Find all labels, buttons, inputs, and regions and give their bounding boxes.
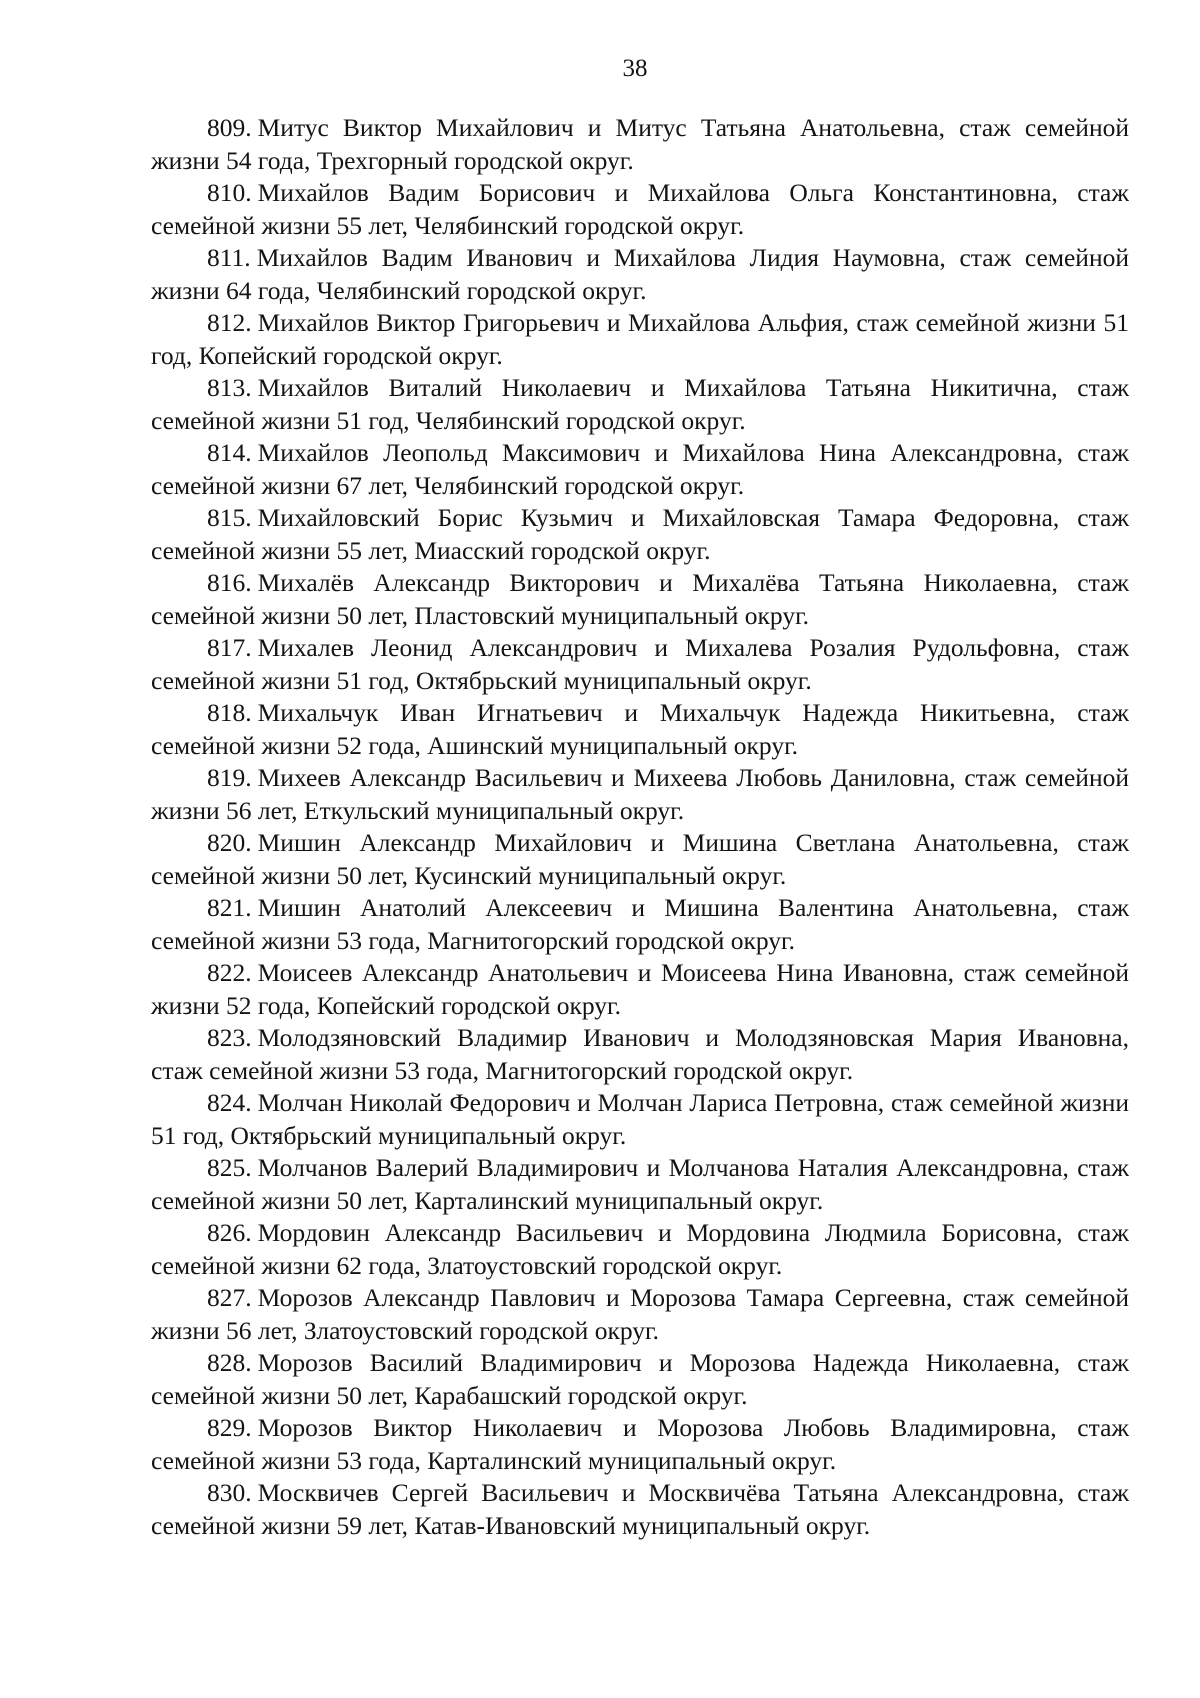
entry-text: Морозов Виктор Николаевич и Морозова Любовь Владимировна, стаж семейной жизни 53 года, Карталинский муниципальный округ. bbox=[151, 1413, 1129, 1475]
list-item bbox=[151, 1087, 1129, 1152]
entry-number: 815. bbox=[207, 503, 252, 532]
entry-text: Михайловский Борис Кузьмич и Михайловская Тамара Федоровна, стаж семейной жизни 55 лет, Миасский городской округ. bbox=[151, 503, 1129, 565]
entry-number: 828. bbox=[207, 1348, 252, 1377]
list-item bbox=[151, 1152, 1129, 1217]
list-item bbox=[151, 567, 1129, 632]
entry-text: Молодзяновский Владимир Иванович и Молодзяновская Мария Ивановна, стаж семейной жизни 53 года, Магнитогорский городской округ. bbox=[151, 1023, 1129, 1085]
entry-number: 809. bbox=[207, 113, 252, 142]
list-item bbox=[151, 372, 1129, 437]
entry-text: Моисеев Александр Анатольевич и Моисеева Нина Ивановна, стаж семейной жизни 52 года, Копейский городской округ. bbox=[151, 958, 1129, 1020]
list-item bbox=[151, 1347, 1129, 1412]
page-number: 38 bbox=[622, 55, 648, 82]
entry-number: 823. bbox=[207, 1023, 252, 1052]
list-item bbox=[151, 502, 1129, 567]
entry-number: 829. bbox=[207, 1413, 252, 1442]
entry-text: Молчан Николай Федорович и Молчан Лариса Петровна, стаж семейной жизни 51 год, Октябрьский муниципальный округ. bbox=[151, 1088, 1129, 1150]
entry-text: Мишин Александр Михайлович и Мишина Светлана Анатольевна, стаж семейной жизни 50 лет, Кусинский муниципальный округ. bbox=[151, 828, 1129, 890]
entry-number: 825. bbox=[207, 1153, 252, 1182]
entry-number: 811. bbox=[207, 243, 251, 272]
entry-number: 827. bbox=[207, 1283, 252, 1312]
entry-number: 821. bbox=[207, 893, 252, 922]
entry-number: 819. bbox=[207, 763, 252, 792]
list-item bbox=[151, 762, 1129, 827]
list-item bbox=[151, 307, 1129, 372]
list-item bbox=[151, 827, 1129, 892]
list-item bbox=[151, 697, 1129, 762]
entry-number: 817. bbox=[207, 633, 252, 662]
entry-number: 820. bbox=[207, 828, 252, 857]
list-item bbox=[151, 1477, 1129, 1542]
entry-number: 813. bbox=[207, 373, 252, 402]
list-item bbox=[151, 1022, 1129, 1087]
entry-text: Морозов Александр Павлович и Морозова Тамара Сергеевна, стаж семейной жизни 56 лет, Златоустовский городской округ. bbox=[151, 1283, 1129, 1345]
list-item bbox=[151, 242, 1129, 307]
entry-text: Москвичев Сергей Васильевич и Москвичёва Татьяна Александровна, стаж семейной жизни 59 лет, Катав-Ивановский муниципальный округ. bbox=[151, 1478, 1129, 1540]
list-item bbox=[151, 1412, 1129, 1477]
list-item bbox=[151, 892, 1129, 957]
entry-list bbox=[151, 112, 1129, 1542]
entry-number: 830. bbox=[207, 1478, 252, 1507]
entry-number: 818. bbox=[207, 698, 252, 727]
entry-text: Михайлов Вадим Борисович и Михайлова Ольга Константиновна, стаж семейной жизни 55 лет, Челябинский городской округ. bbox=[151, 178, 1129, 240]
entry-text: Михальчук Иван Игнатьевич и Михальчук Надежда Никитьевна, стаж семейной жизни 52 года, Ашинский муниципальный округ. bbox=[151, 698, 1129, 760]
list-item bbox=[151, 177, 1129, 242]
entry-text: Михайлов Леопольд Максимович и Михайлова Нина Александровна, стаж семейной жизни 67 лет, Челябинский городской округ. bbox=[151, 438, 1129, 500]
list-item bbox=[151, 957, 1129, 1022]
entry-number: 816. bbox=[207, 568, 252, 597]
list-item bbox=[151, 1217, 1129, 1282]
list-item bbox=[151, 1282, 1129, 1347]
entry-number: 826. bbox=[207, 1218, 252, 1247]
entry-text: Михайлов Вадим Иванович и Михайлова Лидия Наумовна, стаж семейной жизни 64 года, Челябинский городской округ. bbox=[151, 243, 1129, 305]
entry-text: Митус Виктор Михайлович и Митус Татьяна Анатольевна, стаж семейной жизни 54 года, Трехгорный городской округ. bbox=[151, 113, 1129, 175]
entry-text: Мишин Анатолий Алексеевич и Мишина Валентина Анатольевна, стаж семейной жизни 53 года, Магнитогорский городской округ. bbox=[151, 893, 1129, 955]
entry-number: 824. bbox=[207, 1088, 252, 1117]
entry-text: Молчанов Валерий Владимирович и Молчанова Наталия Александровна, стаж семейной жизни 50 лет, Карталинский муниципальный округ. bbox=[151, 1153, 1129, 1215]
entry-text: Михеев Александр Васильевич и Михеева Любовь Даниловна, стаж семейной жизни 56 лет, Еткульский муниципальный округ. bbox=[151, 763, 1129, 825]
entry-text: Михайлов Виктор Григорьевич и Михайлова Альфия, стаж семейной жизни 51 год, Копейский городской округ. bbox=[151, 308, 1129, 370]
entry-text: Михалёв Александр Викторович и Михалёва Татьяна Николаевна, стаж семейной жизни 50 лет, Пластовский муниципальный округ. bbox=[151, 568, 1129, 630]
entry-text: Михалев Леонид Александрович и Михалева Розалия Рудольфовна, стаж семейной жизни 51 год, Октябрьский муниципальный округ. bbox=[151, 633, 1129, 695]
list-item bbox=[151, 632, 1129, 697]
entry-text: Михайлов Виталий Николаевич и Михайлова Татьяна Никитична, стаж семейной жизни 51 год, Челябинский городской округ. bbox=[151, 373, 1129, 435]
entry-text: Мордовин Александр Васильевич и Мордовина Людмила Борисовна, стаж семейной жизни 62 года, Златоустовский городской округ. bbox=[151, 1218, 1129, 1280]
list-item bbox=[151, 437, 1129, 502]
list-item bbox=[151, 112, 1129, 177]
entry-number: 812. bbox=[207, 308, 252, 337]
entry-number: 810. bbox=[207, 178, 252, 207]
entry-text: Морозов Василий Владимирович и Морозова Надежда Николаевна, стаж семейной жизни 50 лет, Карабашский городской округ. bbox=[151, 1348, 1129, 1410]
entry-number: 822. bbox=[207, 958, 252, 987]
entry-number: 814. bbox=[207, 438, 252, 467]
